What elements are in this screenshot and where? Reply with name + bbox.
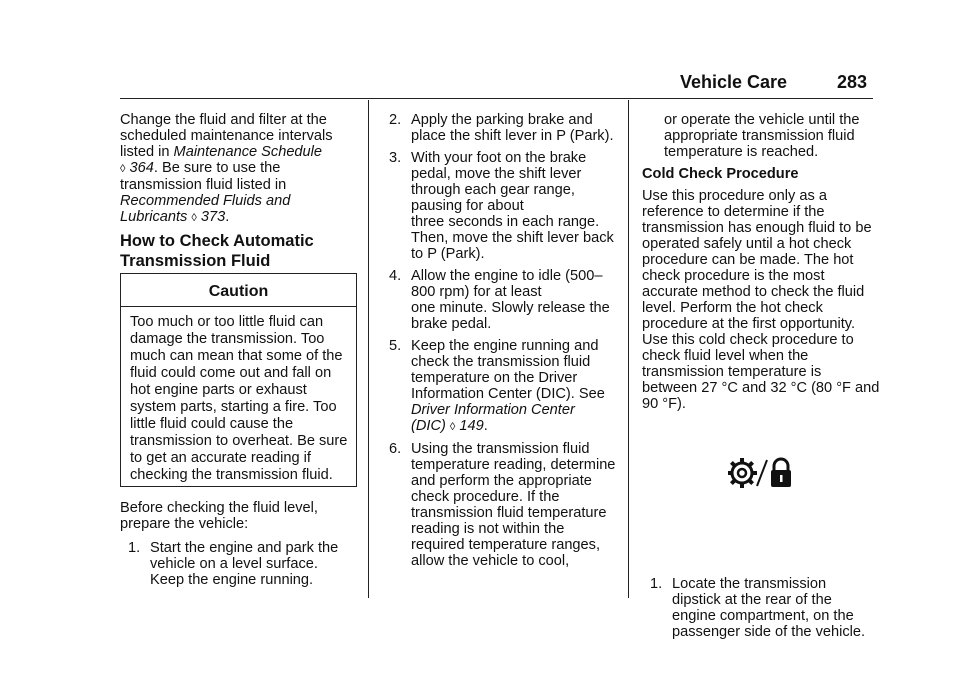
text-line: damage the transmission. Too xyxy=(130,331,325,347)
text-line: 800 rpm) for at least xyxy=(411,284,542,300)
page-number: 283 xyxy=(837,72,868,92)
text-line: much can mean that some of the xyxy=(130,348,343,364)
text-line: Then, move the shift lever back xyxy=(411,230,614,246)
text-fragment: listed in xyxy=(120,144,174,160)
cold-check-paragraph xyxy=(642,188,880,412)
text-line: or operate the vehicle until the xyxy=(664,112,860,128)
text-line: required temperature ranges, xyxy=(411,537,601,553)
step-6 xyxy=(389,441,621,569)
column-divider-1 xyxy=(368,100,369,598)
text-line: Apply the parking brake and xyxy=(411,112,593,128)
caution-box xyxy=(120,273,357,487)
step-5 xyxy=(389,338,621,435)
text-line: With your foot on the brake xyxy=(411,150,587,166)
text-fragment: . Be sure to use the xyxy=(153,160,281,176)
step-6-continued xyxy=(642,112,877,160)
header-rule xyxy=(120,98,873,99)
text-line: Before checking the fluid level, xyxy=(120,500,318,516)
text-line: temperature is reached. xyxy=(664,144,819,160)
text-line: Using the transmission fluid xyxy=(411,441,590,457)
text-line: pedal, move the shift lever xyxy=(411,166,582,182)
text-line: allow the vehicle to cool, xyxy=(411,553,570,569)
text-line: vehicle on a level surface. xyxy=(150,556,318,572)
text-line: to P (Park). xyxy=(411,246,485,262)
text-line: and perform the appropriate xyxy=(411,473,592,489)
text-line: Information Center (DIC). See xyxy=(411,386,605,402)
fluids-lubricants-link[interactable]: Lubricants xyxy=(120,209,188,225)
step-1 xyxy=(128,540,380,588)
step-2 xyxy=(389,112,621,144)
page-ref-icon: ◊ xyxy=(191,212,197,224)
text-line: checking the transmission fluid. xyxy=(130,467,333,483)
step-number: 5. xyxy=(389,338,402,354)
cold-check-heading: Cold Check Procedure xyxy=(642,166,799,182)
text-line: scheduled maintenance intervals xyxy=(120,128,333,144)
text-line: procedure at the first opportunity. xyxy=(642,316,856,332)
text-line: transmission fluid listed in xyxy=(120,177,287,193)
page-ref-icon: ◊ xyxy=(120,163,126,175)
text-line: check fluid level when the xyxy=(642,348,809,364)
text-line: Change the fluid and filter at the xyxy=(120,112,327,128)
text-line: operated safely until a hot check xyxy=(642,236,852,252)
text-line: Keep the engine running. xyxy=(150,572,314,588)
step-1-locate xyxy=(650,576,897,640)
text-line: appropriate transmission fluid xyxy=(664,128,855,144)
text-line: transmission temperature is xyxy=(642,364,822,380)
step-number: 3. xyxy=(389,150,402,166)
text-line: transmission has enough fluid to be xyxy=(642,220,872,236)
page-reference[interactable]: 149 xyxy=(459,418,484,434)
text-line: (DIC) ◊ 149. xyxy=(411,418,488,434)
section-heading xyxy=(120,231,314,271)
text-line: accurate method to check the fluid xyxy=(642,284,865,300)
heading-line: Transmission Fluid xyxy=(120,252,271,270)
step-3 xyxy=(389,150,621,262)
header-section-title: Vehicle Care xyxy=(680,72,788,92)
page-reference[interactable]: 373 xyxy=(200,209,226,225)
step-number: 1. xyxy=(650,576,663,592)
text-line: brake pedal. xyxy=(411,316,492,332)
text-line: Use this cold check procedure to xyxy=(642,332,854,348)
text-line: transmission fluid temperature xyxy=(411,505,607,521)
heading-line: How to Check Automatic xyxy=(120,232,314,250)
text-line: reading is not within the xyxy=(411,521,565,537)
text-line: Use this procedure only as a xyxy=(642,188,827,204)
text-line: place the shift lever in P (Park). xyxy=(411,128,614,144)
text-line: prepare the vehicle: xyxy=(120,516,249,532)
text-line: check the transmission fluid xyxy=(411,354,591,370)
step-number: 1. xyxy=(128,540,141,556)
gear-lock-icon-svg xyxy=(728,456,794,490)
text-line: temperature reading, determine xyxy=(411,457,616,473)
before-checking-text xyxy=(120,500,360,532)
text-line: pausing for about xyxy=(411,198,524,214)
column-divider-2 xyxy=(628,100,629,598)
page-reference[interactable]: 364 xyxy=(129,160,154,176)
text-line xyxy=(120,160,360,177)
caution-title: Caution xyxy=(121,274,356,307)
text-line: Start the engine and park the xyxy=(150,540,339,556)
text-line: procedure can be made. The hot xyxy=(642,252,854,268)
column-2 xyxy=(389,112,621,575)
text-fragment: . xyxy=(225,209,230,225)
step-number: 6. xyxy=(389,441,402,457)
text-line: 90 °F). xyxy=(642,396,686,412)
text-line: check procedure is the most xyxy=(642,268,825,284)
text-line: dipstick at the rear of the xyxy=(672,592,832,608)
gear-lock-icon xyxy=(728,456,794,490)
intro-paragraph xyxy=(120,112,360,226)
text-line: level. Perform the hot check xyxy=(642,300,823,316)
fluids-lubricants-link[interactable]: Recommended Fluids and xyxy=(120,193,291,209)
text-line: three seconds in each range. xyxy=(411,214,600,230)
text-line: check procedure. If the xyxy=(411,489,560,505)
text-line: one minute. Slowly release the xyxy=(411,300,610,316)
text-line: Locate the transmission xyxy=(672,576,827,592)
text-line: to get an accurate reading if xyxy=(130,450,311,466)
dic-link[interactable]: Driver Information Center xyxy=(411,402,575,418)
dic-link[interactable]: (DIC) xyxy=(411,418,446,434)
text-line: engine compartment, on the xyxy=(672,608,854,624)
text-line: between 27 °C and 32 °C (80 °F and xyxy=(642,380,880,396)
text-line: through each gear range, xyxy=(411,182,575,198)
column-1 xyxy=(120,112,360,232)
text-line: transmission to overheat. Be sure xyxy=(130,433,348,449)
column-3 xyxy=(642,112,880,418)
text-line: reference to determine if the xyxy=(642,204,825,220)
text-line: passenger side of the vehicle. xyxy=(672,624,866,640)
text-line: Allow the engine to idle (500– xyxy=(411,268,603,284)
text-line: system parts, starting a fire. Too xyxy=(130,399,337,415)
text-line xyxy=(120,209,360,226)
step-4 xyxy=(389,268,621,332)
page-ref-icon: ◊ xyxy=(449,421,456,433)
text-line: temperature on the Driver xyxy=(411,370,578,386)
caution-text xyxy=(130,314,347,484)
text-line: Keep the engine running and xyxy=(411,338,599,354)
step-number: 4. xyxy=(389,268,402,284)
maintenance-schedule-link[interactable]: Maintenance Schedule xyxy=(173,144,323,160)
text-line: fluid could come out and fall on xyxy=(130,365,332,381)
text-line: Too much or too little fluid can xyxy=(130,314,324,330)
text-line: little fluid could cause the xyxy=(130,416,294,432)
step-number: 2. xyxy=(389,112,402,128)
text-line xyxy=(120,144,360,160)
text-line: hot engine parts or exhaust xyxy=(130,382,307,398)
